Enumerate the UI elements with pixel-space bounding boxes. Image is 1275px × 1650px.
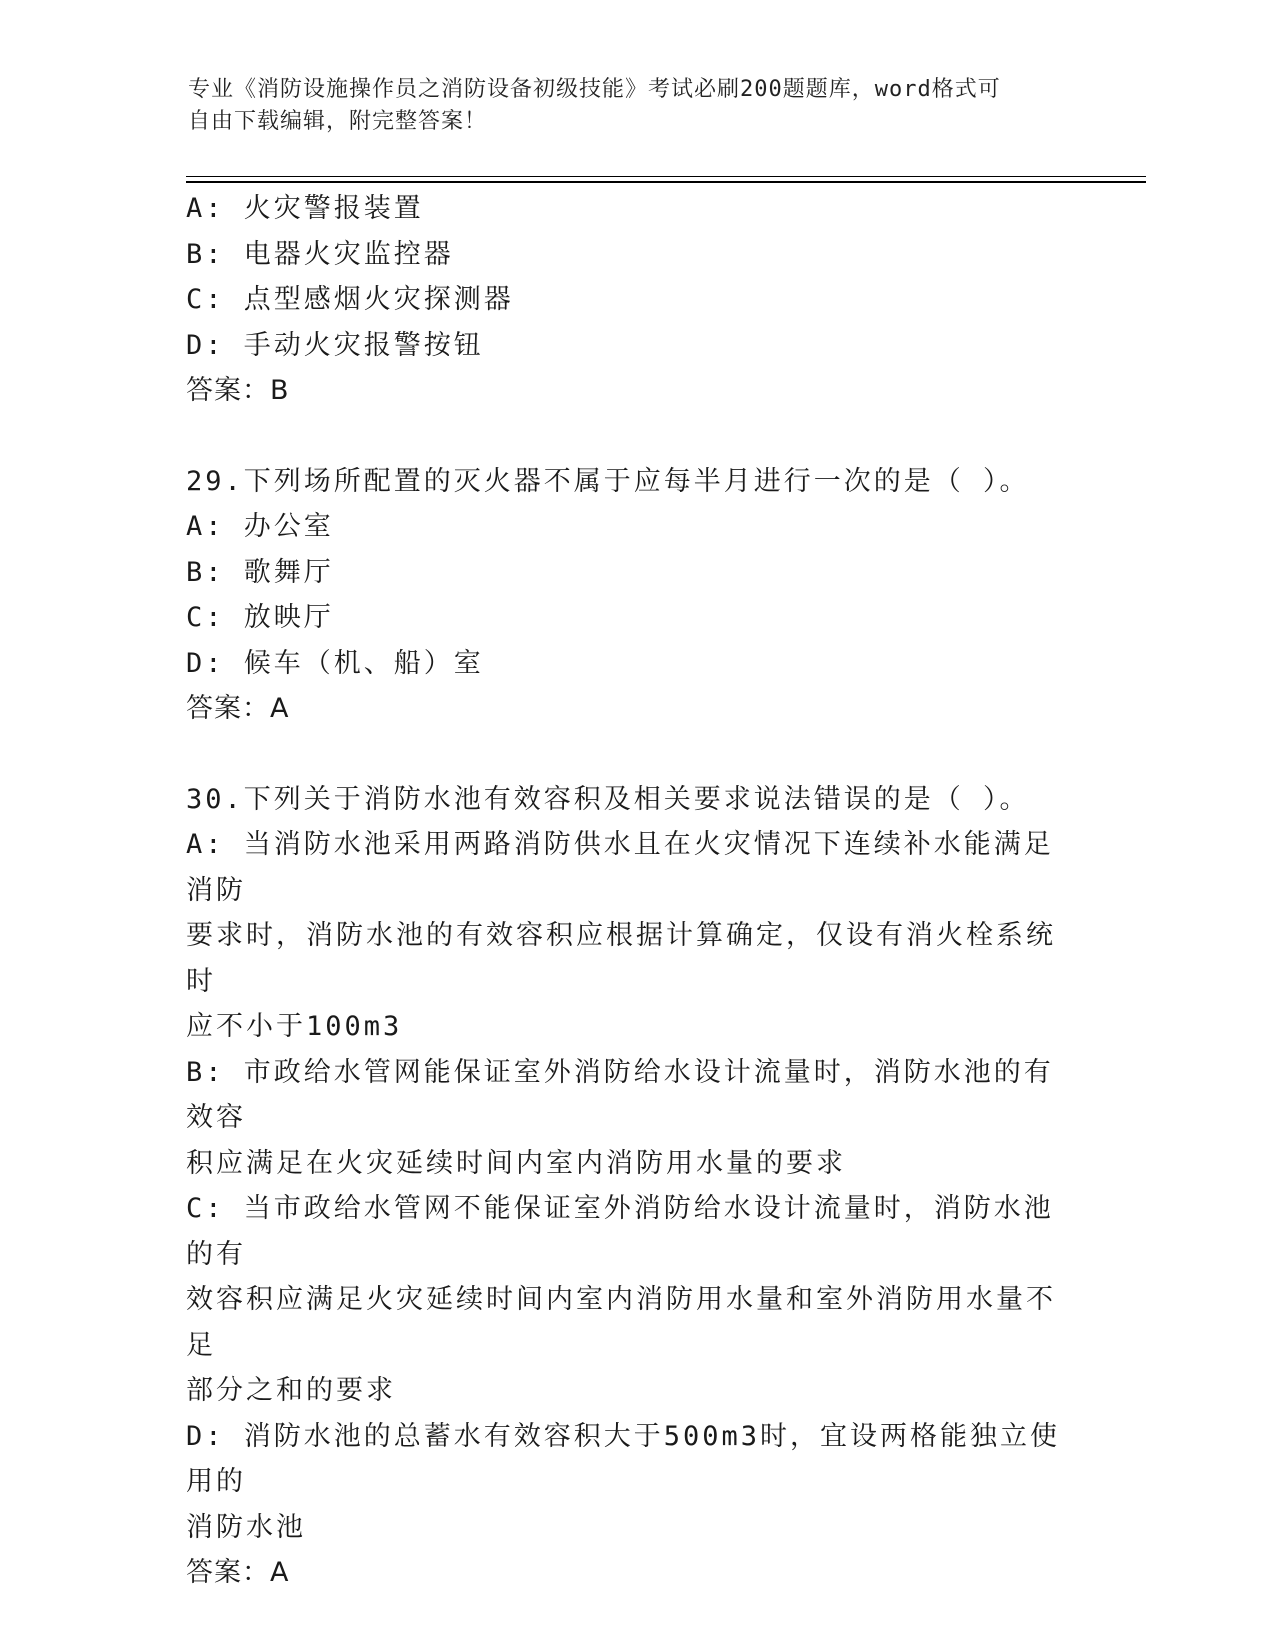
header-line-1: 专业《消防设施操作员之消防设备初级技能》考试必刷200题题库，word格式可 bbox=[188, 77, 1001, 102]
option-a-line-3: 应不小于100m3 bbox=[186, 1011, 403, 1042]
header-line-2: 自由下载编辑，附完整答案！ bbox=[188, 109, 488, 134]
option-c-line-3: 部分之和的要求 bbox=[186, 1375, 396, 1406]
spacer bbox=[186, 414, 1076, 459]
question-stem: 29.下列场所配置的灭火器不属于应每半月进行一次的是（ ）。 bbox=[186, 465, 1030, 497]
option-c-line-1: C: 当市政给水管网不能保证室外消防给水设计流量时，消防水池的有 bbox=[186, 1193, 1054, 1270]
option-a-line-2: 要求时，消防水池的有效容积应根据计算确定，仅设有消火栓系统时 bbox=[186, 920, 1056, 997]
option-a-line-1: A: 当消防水池采用两路消防供水且在火灾情况下连续补水能满足消防 bbox=[186, 829, 1054, 906]
question-30 bbox=[186, 777, 1076, 1596]
question-29 bbox=[186, 459, 1076, 732]
document-header bbox=[188, 74, 1068, 138]
option-c: C: 点型感烟火灾探测器 bbox=[186, 284, 514, 315]
question-28 bbox=[186, 186, 1076, 414]
option-b: B: 歌舞厅 bbox=[186, 556, 334, 588]
option-c: C: 放映厅 bbox=[186, 602, 334, 633]
answer-line: 答案：A bbox=[186, 693, 290, 724]
option-d: D: 候车（机、船）室 bbox=[186, 647, 484, 679]
option-a: A: 办公室 bbox=[186, 511, 334, 542]
question-list bbox=[186, 186, 1076, 1596]
header-divider-thick bbox=[186, 181, 1146, 183]
question-stem: 30.下列关于消防水池有效容积及相关要求说法错误的是（ ）。 bbox=[186, 783, 1030, 815]
option-c-line-2: 效容积应满足火灾延续时间内室内消防用水量和室外消防用水量不足 bbox=[186, 1284, 1056, 1361]
option-d-line-1: D: 消防水池的总蓄水有效容积大于500m3时，宜设两格能独立使用的 bbox=[186, 1420, 1061, 1497]
option-a: A: 火灾警报装置 bbox=[186, 193, 424, 224]
header-divider-thin bbox=[186, 176, 1146, 177]
option-d: D: 手动火灾报警按钮 bbox=[186, 329, 484, 361]
option-b-line-1: B: 市政给水管网能保证室外消防给水设计流量时，消防水池的有效容 bbox=[186, 1056, 1054, 1133]
option-b-line-2: 积应满足在火灾延续时间内室内消防用水量的要求 bbox=[186, 1147, 846, 1179]
option-d-line-2: 消防水池 bbox=[186, 1511, 306, 1543]
answer-line: 答案：A bbox=[186, 1557, 290, 1588]
option-b: B: 电器火灾监控器 bbox=[186, 238, 454, 270]
answer-line: 答案：B bbox=[186, 375, 290, 406]
spacer bbox=[186, 732, 1076, 777]
